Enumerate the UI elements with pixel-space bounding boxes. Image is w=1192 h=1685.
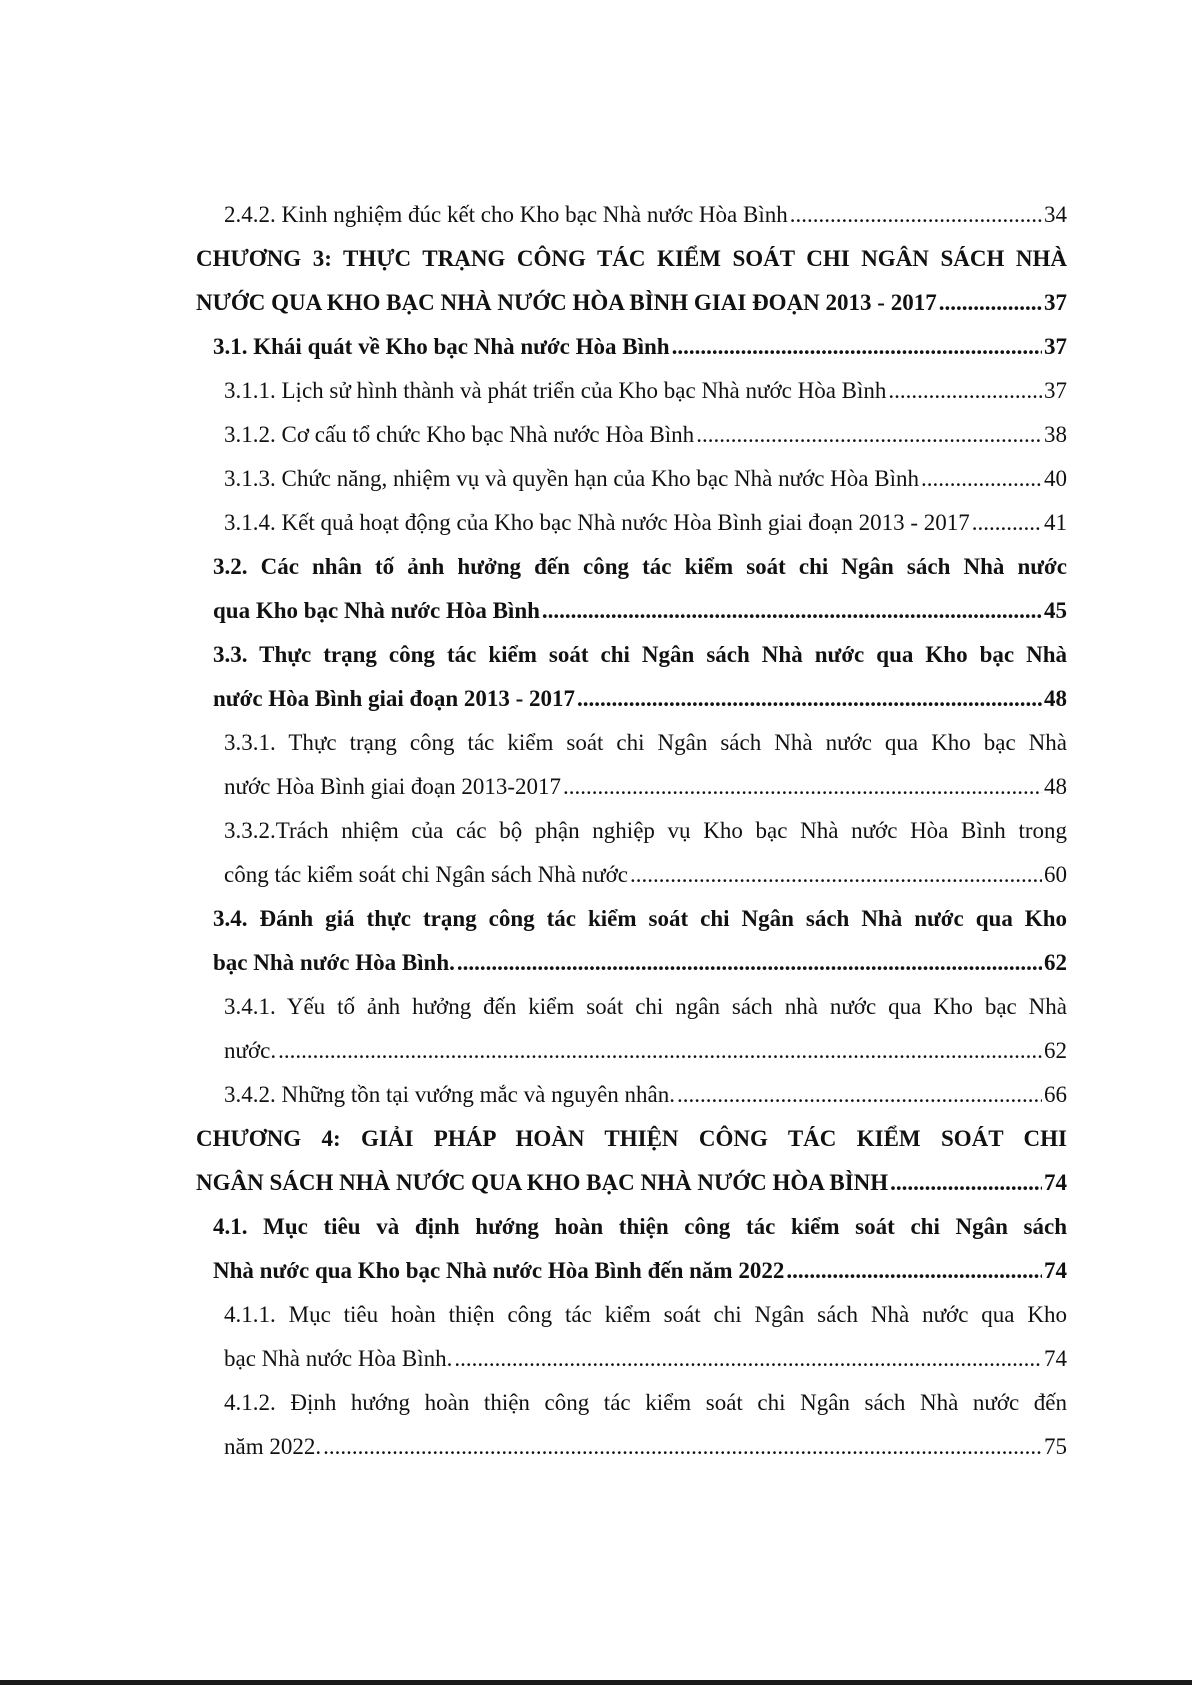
- toc-entry-title-line: 3.3. Thực trạng công tác kiểm soát chi Ngân sách Nhà nước qua Kho bạc Nhà: [213, 642, 1067, 667]
- toc-entry[interactable]: [196, 325, 1067, 369]
- toc-entry-last-line: [224, 1337, 1067, 1381]
- dot-leader: [790, 193, 1042, 237]
- toc-page-number: 60: [1044, 862, 1067, 887]
- toc-page-number: 74: [1044, 1258, 1067, 1283]
- toc-entry[interactable]: [196, 369, 1067, 413]
- toc-entry[interactable]: [196, 1205, 1067, 1293]
- toc-page-number: 48: [1044, 774, 1067, 799]
- toc-entry-title-line: CHƯƠNG 4: GIẢI PHÁP HOÀN THIỆN CÔNG TÁC KIỂM SOÁT CHI: [196, 1126, 1067, 1151]
- toc-entry[interactable]: [196, 897, 1067, 985]
- dot-leader: [939, 281, 1042, 325]
- toc-entry[interactable]: [196, 1073, 1067, 1117]
- dot-leader: [888, 369, 1042, 413]
- toc-entry[interactable]: [196, 545, 1067, 633]
- toc-entry[interactable]: [196, 633, 1067, 721]
- toc-entry-title: 3.1.3. Chức năng, nhiệm vụ và quyền hạn của Kho bạc Nhà nước Hòa Bình: [224, 466, 919, 491]
- toc-entry[interactable]: [196, 413, 1067, 457]
- toc-page-number: 38: [1044, 422, 1067, 447]
- toc-entry-last-line: [224, 457, 1067, 501]
- toc-entry-title: 3.1.4. Kết quả hoạt động của Kho bạc Nhà nước Hòa Bình giai đoạn 2013 - 2017: [224, 510, 970, 535]
- dot-leader: [630, 853, 1042, 897]
- toc-entry-title: nước Hòa Bình giai đoạn 2013-2017: [224, 774, 561, 799]
- toc-entry-last-line: [213, 677, 1067, 721]
- toc-entry-title: nước.: [224, 1038, 277, 1063]
- toc-entry-title: bạc Nhà nước Hòa Bình.: [224, 1346, 453, 1371]
- toc-page-number: 74: [1044, 1170, 1067, 1195]
- toc-entry-title: Nhà nước qua Kho bạc Nhà nước Hòa Bình đến năm 2022: [213, 1258, 785, 1283]
- dot-leader: [457, 941, 1042, 985]
- toc-entry-last-line: [196, 1161, 1067, 1205]
- dot-leader: [921, 457, 1042, 501]
- toc-page-number: 66: [1044, 1082, 1067, 1107]
- toc-entry-last-line: [213, 589, 1067, 633]
- dot-leader: [278, 1029, 1042, 1073]
- toc-entry-last-line: [224, 369, 1067, 413]
- dot-leader: [577, 677, 1042, 721]
- toc-entry-last-line: [224, 501, 1067, 545]
- toc-entry-last-line: [224, 1425, 1067, 1469]
- toc-entry-title: 3.4.2. Những tồn tại vướng mắc và nguyên nhân.: [224, 1082, 676, 1107]
- toc-entry-last-line: [224, 1073, 1067, 1117]
- toc-entry[interactable]: [196, 193, 1067, 237]
- toc-page-number: 62: [1044, 950, 1067, 975]
- toc-entry-title: 2.4.2. Kinh nghiệm đúc kết cho Kho bạc Nhà nước Hòa Bình: [224, 202, 788, 227]
- dot-leader: [972, 501, 1042, 545]
- toc-page-number: 62: [1044, 1038, 1067, 1063]
- toc-entry-last-line: [196, 281, 1067, 325]
- dot-leader: [323, 1425, 1042, 1469]
- toc-page-number: 34: [1044, 202, 1067, 227]
- toc-entry[interactable]: [196, 985, 1067, 1073]
- toc-page-number: 74: [1044, 1346, 1067, 1371]
- toc-entry-last-line: [213, 325, 1067, 369]
- toc-entry-last-line: [213, 1249, 1067, 1293]
- dot-leader: [542, 589, 1042, 633]
- toc-entry-title-line: 4.1.2. Định hướng hoàn thiện công tác kiểm soát chi Ngân sách Nhà nước đến: [224, 1390, 1067, 1415]
- toc-entry-last-line: [224, 853, 1067, 897]
- dot-leader: [563, 765, 1042, 809]
- dot-leader: [672, 325, 1042, 369]
- toc-page-number: 37: [1044, 378, 1067, 403]
- dot-leader: [677, 1073, 1042, 1117]
- toc-entry-title: 3.1.1. Lịch sử hình thành và phát triển của Kho bạc Nhà nước Hòa Bình: [224, 378, 887, 403]
- toc-entry[interactable]: [196, 1117, 1067, 1205]
- toc-entry-title-line: 3.4. Đánh giá thực trạng công tác kiểm soát chi Ngân sách Nhà nước qua Kho: [213, 906, 1067, 931]
- toc-entry-title: qua Kho bạc Nhà nước Hòa Bình: [213, 598, 540, 623]
- toc-entry-title-line: 4.1. Mục tiêu và định hướng hoàn thiện công tác kiểm soát chi Ngân sách: [213, 1214, 1067, 1239]
- toc-entry-title: công tác kiểm soát chi Ngân sách Nhà nước: [224, 862, 628, 887]
- toc-entry-last-line: [224, 765, 1067, 809]
- toc-page-number: 48: [1044, 686, 1067, 711]
- toc-entry[interactable]: [196, 809, 1067, 897]
- toc-entry-title: 3.1.2. Cơ cấu tổ chức Kho bạc Nhà nước Hòa Bình: [224, 422, 695, 447]
- toc-page-number: 75: [1044, 1434, 1067, 1459]
- toc-page-number: 37: [1044, 334, 1067, 359]
- toc-entry[interactable]: [196, 721, 1067, 809]
- toc-entry-last-line: [224, 1029, 1067, 1073]
- page-bottom-border: [0, 1680, 1192, 1685]
- toc-entry-last-line: [224, 193, 1067, 237]
- toc-entry-last-line: [213, 941, 1067, 985]
- toc-entry[interactable]: [196, 1381, 1067, 1469]
- toc-entry-title-line: 3.3.1. Thực trạng công tác kiểm soát chi Ngân sách Nhà nước qua Kho bạc Nhà: [224, 730, 1067, 755]
- dot-leader: [890, 1161, 1042, 1205]
- toc-entry[interactable]: [196, 1293, 1067, 1381]
- dot-leader: [696, 413, 1042, 457]
- toc-entry[interactable]: [196, 457, 1067, 501]
- toc-page-number: 40: [1044, 466, 1067, 491]
- toc-entry-title: NGÂN SÁCH NHÀ NƯỚC QUA KHO BẠC NHÀ NƯỚC HÒA BÌNH: [196, 1170, 889, 1195]
- dot-leader: [454, 1337, 1042, 1381]
- dot-leader: [786, 1249, 1042, 1293]
- toc-entry-title: bạc Nhà nước Hòa Bình.: [213, 950, 455, 975]
- toc-entry-title-line: 3.4.1. Yếu tố ảnh hưởng đến kiểm soát chi ngân sách nhà nước qua Kho bạc Nhà: [224, 994, 1067, 1019]
- toc-entry-title-line: CHƯƠNG 3: THỰC TRẠNG CÔNG TÁC KIỂM SOÁT CHI NGÂN SÁCH NHÀ: [196, 246, 1067, 271]
- toc-entry-title: 3.1. Khái quát về Kho bạc Nhà nước Hòa Bình: [213, 334, 670, 359]
- table-of-contents: [196, 193, 1067, 1469]
- toc-entry-title: năm 2022.: [224, 1434, 322, 1459]
- toc-entry[interactable]: [196, 501, 1067, 545]
- toc-entry-title-line: 3.3.2.Trách nhiệm của các bộ phận nghiệp vụ Kho bạc Nhà nước Hòa Bình trong: [224, 818, 1067, 843]
- toc-entry-title: nước Hòa Bình giai đoạn 2013 - 2017: [213, 686, 576, 711]
- toc-entry-title-line: 3.2. Các nhân tố ảnh hưởng đến công tác kiểm soát chi Ngân sách Nhà nước: [213, 554, 1067, 579]
- toc-page-number: 37: [1044, 290, 1067, 315]
- toc-entry-last-line: [224, 413, 1067, 457]
- toc-entry-title: NƯỚC QUA KHO BẠC NHÀ NƯỚC HÒA BÌNH GIAI ĐOẠN 2013 - 2017: [196, 290, 937, 315]
- toc-entry-title-line: 4.1.1. Mục tiêu hoàn thiện công tác kiểm soát chi Ngân sách Nhà nước qua Kho: [224, 1302, 1067, 1327]
- toc-page-number: 41: [1044, 510, 1067, 535]
- toc-entry[interactable]: [196, 237, 1067, 325]
- toc-page-number: 45: [1044, 598, 1067, 623]
